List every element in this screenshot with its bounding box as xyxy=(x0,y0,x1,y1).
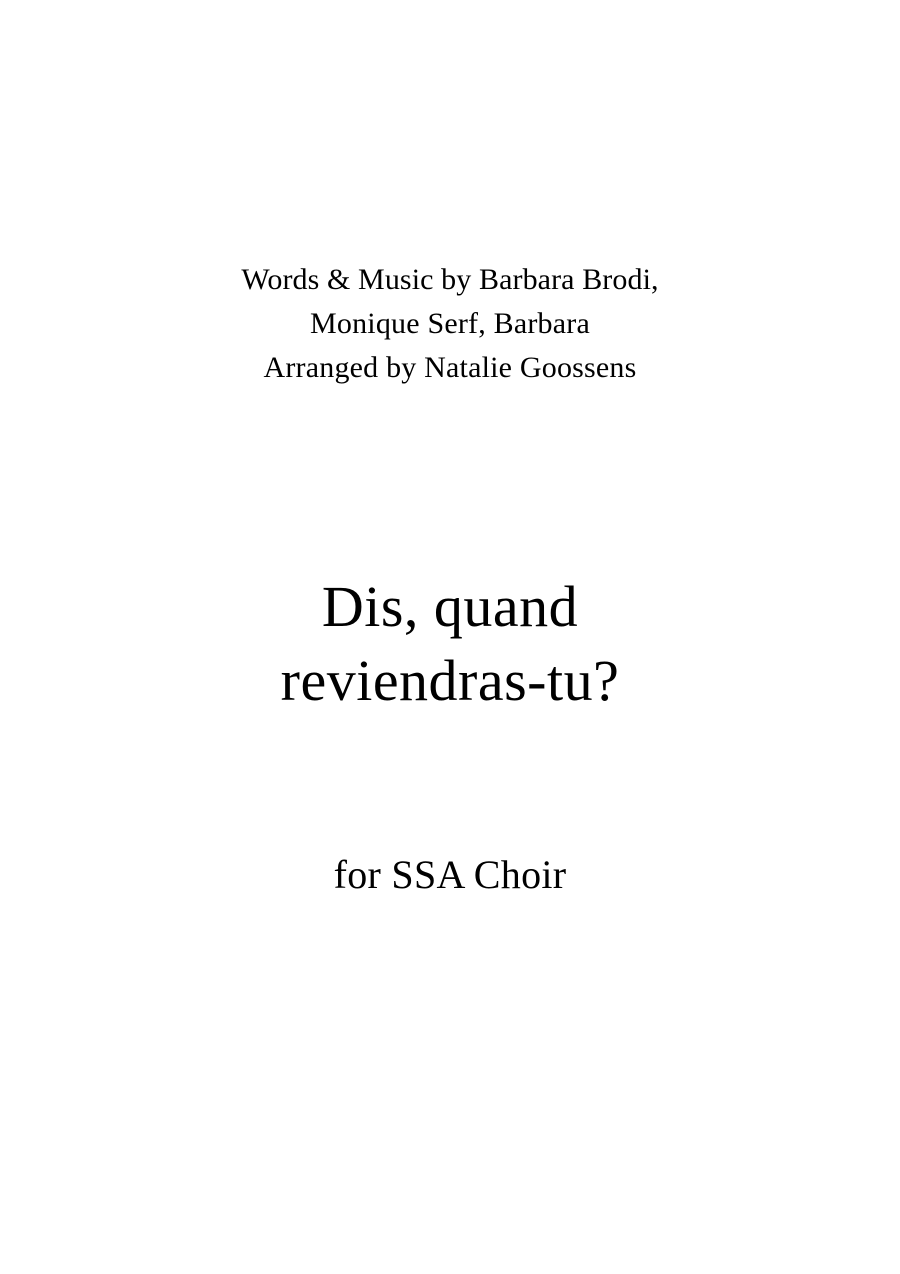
credit-line-words-music: Words & Music by Barbara Brodi, xyxy=(241,263,659,296)
page-subtitle: for SSA Choir xyxy=(333,852,567,897)
credit-line-arranger: Arranged by Natalie Goossens xyxy=(263,351,637,384)
title-line-1: Dis, quand xyxy=(321,574,579,639)
title-line-2: reviendras-tu? xyxy=(280,648,620,713)
page-title xyxy=(0,570,900,718)
credit-line-composers: Monique Serf, Barbara xyxy=(310,307,590,340)
credits-block xyxy=(0,258,900,390)
